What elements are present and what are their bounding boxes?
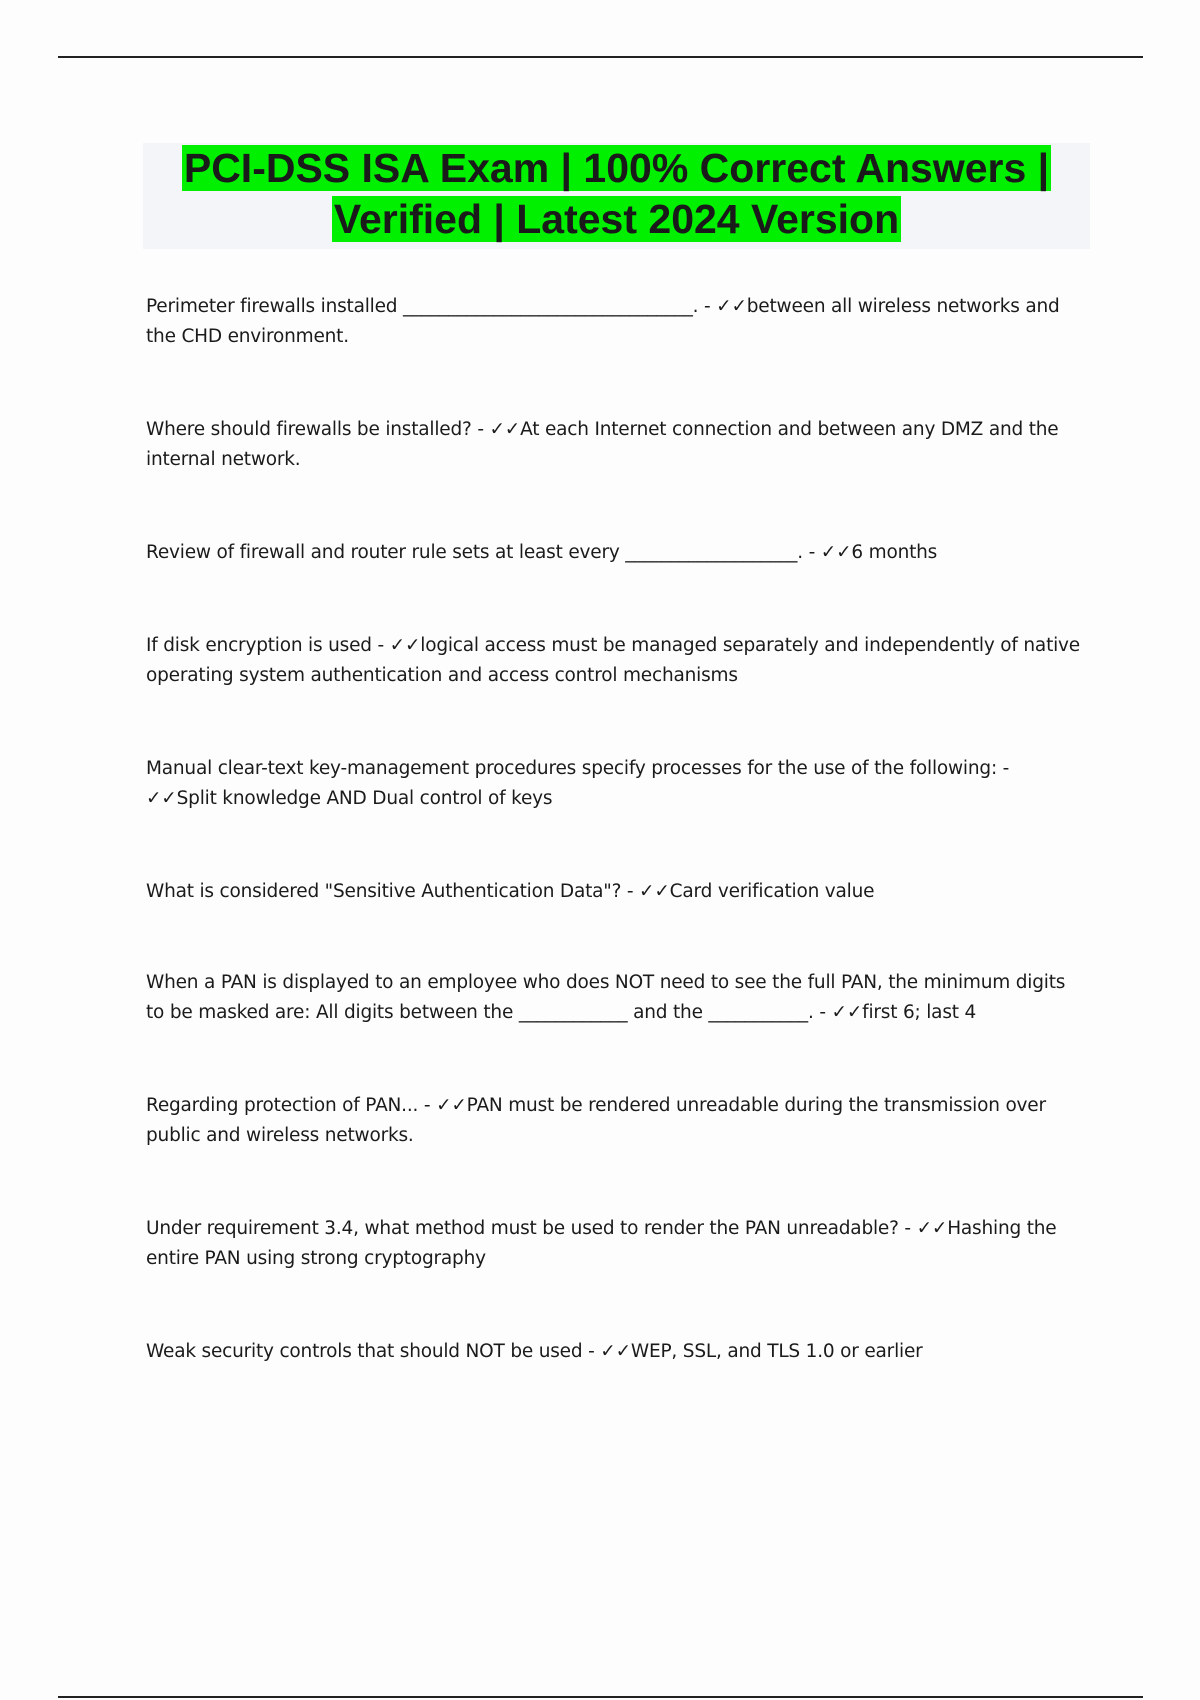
separator: -: [582, 1341, 601, 1362]
answer-text: PAN must be rendered unreadable during the transmission over public and wireless networks.: [146, 1095, 1046, 1146]
check-mark-icon: ✓✓: [489, 419, 521, 440]
top-rule: [58, 56, 1143, 58]
answer-text: Hashing the entire PAN using strong cryptography: [146, 1218, 1057, 1269]
check-mark-icon: ✓✓: [916, 1218, 948, 1239]
check-mark-icon: ✓✓: [639, 881, 670, 902]
separator: -: [371, 635, 390, 656]
qa-item-2: [146, 415, 1084, 538]
separator: -: [698, 296, 717, 317]
check-mark-icon: ✓✓: [820, 542, 852, 563]
bottom-rule: [58, 1696, 1143, 1698]
document-title: [143, 143, 1090, 249]
answer-text: WEP, SSL, and TLS 1.0 or earlier: [630, 1341, 923, 1362]
separator: -: [621, 881, 640, 902]
check-mark-icon: ✓✓: [436, 1095, 467, 1116]
answer-text: between all wireless networks and the CHD environment.: [146, 296, 1060, 347]
check-mark-icon: ✓✓: [716, 296, 747, 317]
qa-item-10: [146, 1337, 1084, 1430]
check-mark-icon: ✓✓: [146, 788, 177, 809]
question-text: Review of firewall and router rule sets at least every ___________________.: [146, 542, 803, 563]
qa-item-7: [146, 968, 1084, 1091]
qa-item-6: [146, 877, 1084, 968]
answer-text: logical access must be managed separately and independently of native operating system authentication and access control mechanisms: [146, 635, 1080, 686]
qa-item-5: [146, 754, 1084, 877]
question-text: If disk encryption is used: [146, 635, 372, 656]
separator: -: [802, 542, 821, 563]
qa-list: [146, 292, 1084, 1430]
question-text: Perimeter firewalls installed ________________________________.: [146, 296, 699, 317]
check-mark-icon: ✓✓: [831, 1002, 863, 1023]
separator: -: [471, 419, 490, 440]
title-line-2: Verified | Latest 2024 Version: [333, 196, 900, 242]
qa-item-8: [146, 1091, 1084, 1214]
qa-item-3: [146, 538, 1084, 631]
question-text: When a PAN is displayed to an employee who does NOT need to see the full PAN, the minimum digits to be masked are: All digits between the ____________ and the ___________.: [146, 972, 1066, 1023]
answer-text: 6 months: [851, 542, 938, 563]
qa-item-1: [146, 292, 1084, 415]
question-text: Regarding protection of PAN...: [146, 1095, 419, 1116]
check-mark-icon: ✓✓: [600, 1341, 631, 1362]
question-text: What is considered "Sensitive Authentication Data"?: [146, 881, 622, 902]
question-text: Manual clear-text key-management procedures specify processes for the use of the following:: [146, 758, 997, 779]
qa-item-4: [146, 631, 1084, 754]
separator: -: [898, 1218, 917, 1239]
answer-text: At each Internet connection and between any DMZ and the internal network.: [146, 419, 1059, 470]
question-text: Where should firewalls be installed?: [146, 419, 472, 440]
separator: -: [996, 758, 1010, 779]
check-mark-icon: ✓✓: [389, 635, 421, 656]
separator: -: [813, 1002, 832, 1023]
answer-text: Split knowledge AND Dual control of keys: [176, 788, 553, 809]
answer-text: Card verification value: [669, 881, 875, 902]
question-text: Under requirement 3.4, what method must be used to render the PAN unreadable?: [146, 1218, 899, 1239]
separator: -: [418, 1095, 437, 1116]
answer-text: first 6; last 4: [862, 1002, 977, 1023]
question-text: Weak security controls that should NOT be used: [146, 1341, 583, 1362]
title-line-1: PCI-DSS ISA Exam | 100% Correct Answers |: [183, 145, 1050, 191]
qa-item-9: [146, 1214, 1084, 1337]
